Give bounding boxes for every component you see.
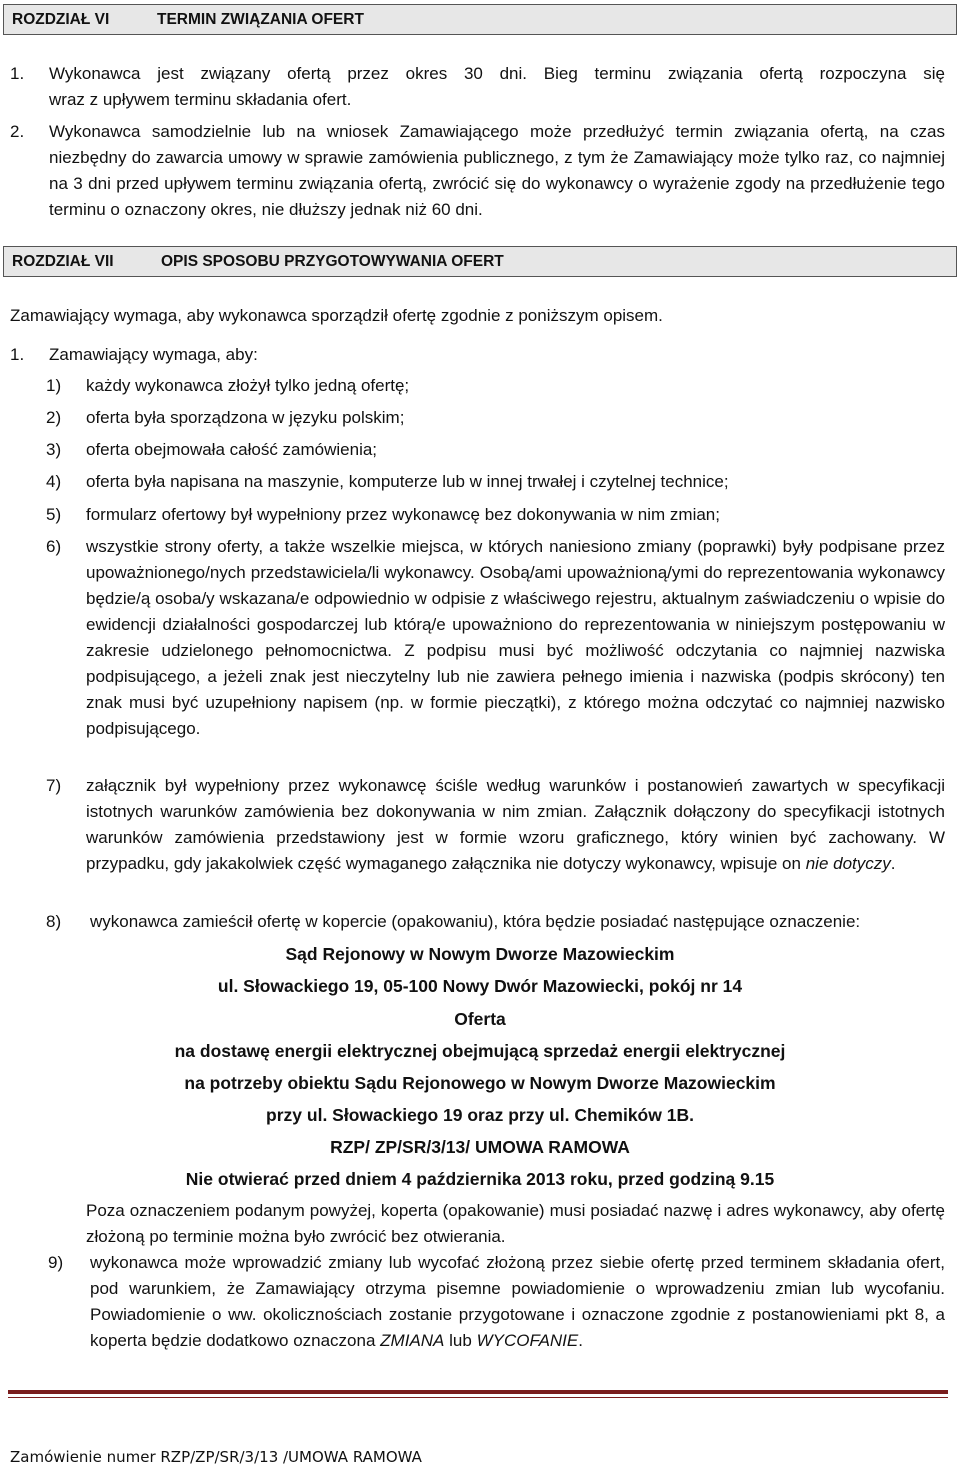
point-1-text: Zamawiający wymaga, aby:: [49, 345, 258, 364]
envelope-line-6: przy ul. Słowackiego 19 oraz przy ul. Chemików 1B.: [266, 1105, 694, 1125]
footer-rule-thick: [8, 1390, 948, 1394]
envelope-line-5: na potrzeby obiektu Sądu Rejonowego w Nowym Dworze Mazowieckim: [184, 1073, 776, 1093]
req-9-mid: lub: [449, 1331, 472, 1350]
envelope-line-1: Sąd Rejonowy w Nowym Dworze Mazowieckim: [285, 944, 675, 964]
ch6-item-1-line1: Wykonawca jest związany ofertą przez okres 30 dni. Bieg terminu związania ofertą rozpoczyna się: [49, 64, 945, 83]
req-7-italic: nie dotyczy: [805, 854, 891, 873]
chapter-6-title: TERMIN ZWIĄZANIA OFERT: [157, 11, 364, 28]
req-9-text: wykonawca może wprowadzić zmiany lub wycofać złożoną przez siebie ofertę przed terminem składania ofert, pod warunkiem, że Zamawiający otrzyma pisemne powiadomienie o wprowadzeniu zmian lub wycofaniu. Powiadomienie o ww. okolicznościach zostanie przygotowane i oznaczone zgodnie z postanowieniami pkt 8, a koperta będzie dodatkowo oznaczona: [90, 1253, 945, 1350]
req-2-number: 2): [46, 408, 62, 427]
req-6-number: 6): [46, 537, 62, 556]
req-7-text-block: [86, 773, 945, 877]
req-8-text: wykonawca zamieścił ofertę w kopercie (opakowaniu), która będzie posiadać następujące oznaczenie:: [90, 912, 861, 931]
envelope-line-8: Nie otwierać przed dniem 4 października 2013 roku, przed godziną 9.15: [185, 1169, 775, 1189]
chapter-7-title: OPIS SPOSOBU PRZYGOTOWYWANIA OFERT: [161, 253, 504, 270]
req-9-end: .: [578, 1331, 583, 1350]
envelope-line-2: ul. Słowackiego 19, 05-100 Nowy Dwór Mazowiecki, pokój nr 14: [217, 976, 743, 996]
chapter-7-label: ROZDZIAŁ VII: [12, 253, 114, 270]
ch6-item-1-number: 1.: [10, 64, 25, 83]
req-1-number: 1): [46, 376, 62, 395]
envelope-line-3: Oferta: [454, 1009, 506, 1029]
envelope-line-7: RZP/ ZP/SR/3/13/ UMOWA RAMOWA: [330, 1137, 630, 1157]
footer-rule-thin: [8, 1397, 948, 1398]
point-1-number: 1.: [10, 345, 25, 364]
after-envelope-text: Poza oznaczeniem podanym powyżej, koperta (opakowanie) musi posiadać nazwę i adres wykonawcy, aby ofertę złożoną po terminie można było zwrócić bez otwierania.: [86, 1201, 945, 1246]
req-3-number: 3): [46, 440, 62, 459]
chapter-6-header: [3, 4, 957, 35]
req-9-number: 9): [48, 1253, 64, 1272]
req-7-end: .: [890, 854, 896, 873]
chapter-6-label: ROZDZIAŁ VI: [12, 11, 110, 28]
req-3-text: oferta obejmowała całość zamówienia;: [86, 440, 378, 459]
req-5-text: formularz ofertowy był wypełniony przez wykonawcę bez dokonywania w nim zmian;: [86, 505, 720, 524]
req-4-text: oferta była napisana na maszynie, komputerze lub w innej trwałej i czytelnej technice;: [86, 472, 729, 491]
chapter-7-intro: Zamawiający wymaga, aby wykonawca sporządził ofertę zgodnie z poniższym opisem.: [10, 306, 663, 325]
req-7-text: załącznik był wypełniony przez wykonawcę ściśle według warunków i postanowień zawartych w specyfikacji istotnych warunków zamówienia bez dokonywania w nim zmian. Załącznik dołączony do specyfikacji istotnych warunków zamówienia przedstawiony jest w formie wzoru graficznego, który winien być zachowany. W przypadku, gdy jakakolwiek część wymaganego załącznika nie dotyczy wykonawcy, wpisuje on: [86, 776, 945, 873]
footer-text: Zamówienie numer RZP/ZP/SR/3/13 /UMOWA RAMOWA: [10, 1448, 422, 1466]
req-4-number: 4): [46, 472, 62, 491]
ch6-item-2-number: 2.: [10, 122, 25, 141]
req-2-text: oferta była sporządzona w języku polskim;: [86, 408, 405, 427]
envelope-line-4: na dostawę energii elektrycznej obejmującą sprzedaż energii elektrycznej: [174, 1041, 786, 1061]
req-1-text: każdy wykonawca złożył tylko jedną ofertę;: [86, 376, 410, 395]
req-8-number: 8): [46, 912, 62, 931]
chapter-7-header: [3, 246, 957, 277]
req-7-number: 7): [46, 776, 62, 795]
ch6-item-1-line2: wraz z upływem terminu składania ofert.: [49, 90, 352, 109]
req-6-text: wszystkie strony oferty, a także wszelkie miejsca, w których naniesiono zmiany (poprawki) były podpisane przez upoważnionego/nych przedstawiciela/li wykonawcy. Osobą/ami upoważnioną/ymi do reprezentowania wykonawcy będzie/ą osoba/y wskazana/e odpowiednio w odpisie z właściwego rejestru, aktualnym zaświadczeniu o wpisie do ewidencji działalności gospodarczej lub którą/e upoważniono do reprezentowania w niniejszym postępowaniu w zakresie udzielonego pełnomocnictwa. Z podpisu musi być możliwość odczytania co najmniej nazwiska podpisującego, a jeżeli znak jest nieczytelny lub nie zawiera pełnego imienia i nazwiska (podpis skrócony) ten znak musi być uzupełniony napisem (np. w formie pieczątki), z którego można odczytać co najmniej nazwisko podpisującego.: [86, 537, 945, 738]
req-5-number: 5): [46, 505, 62, 524]
req-9-italic-1: ZMIANA: [380, 1331, 445, 1350]
ch6-item-2-text: Wykonawca samodzielnie lub na wniosek Zamawiającego może przedłużyć termin związania ofertą, na czas niezbędny do zawarcia umowy w sprawie zamówienia publicznego, z tym że Zamawiający może tylko raz, co najmniej na 3 dni przed upływem terminu związania ofertą, zwrócić się do wykonawcy o wyrażenie zgody na przedłużenie tego terminu o oznaczony okres, nie dłuższy jednak niż 60 dni.: [49, 122, 945, 219]
req-9-italic-2: WYCOFANIE: [476, 1331, 579, 1350]
req-9-text-block: [90, 1250, 945, 1354]
